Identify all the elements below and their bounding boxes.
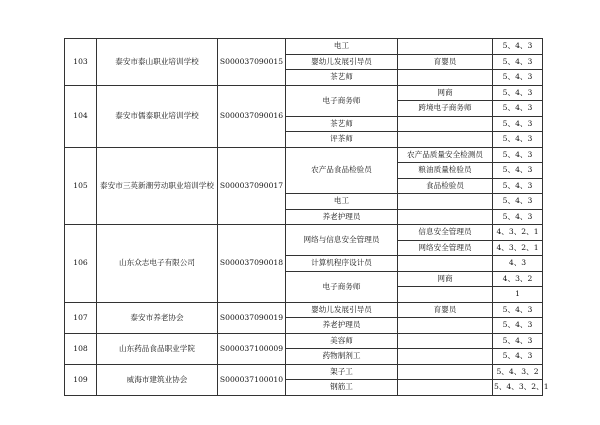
occupation: 计算机程序设计员 [286,256,398,272]
sub-occupation: 育婴员 [398,54,493,70]
skill-level: 5、4、3 [493,54,543,70]
skill-level: 5、4、3 [493,101,543,117]
certification-table [64,38,549,396]
occupation: 电工 [286,194,398,210]
skill-level: 5、4、3 [493,147,543,163]
occupation: 养老护理员 [286,318,398,334]
skill-level: 5、4、3 [493,163,543,179]
sub-occupation [398,116,493,132]
skill-level: 5、4、3 [493,116,543,132]
occupation: 美容师 [286,333,398,349]
table-row [65,147,543,163]
skill-level: 5、4、3 [493,302,543,318]
sub-occupation [398,256,493,272]
sub-occupation [398,194,493,210]
skill-level: 5、4、3 [493,333,543,349]
occupation: 网络与信息安全管理员 [286,225,398,256]
skill-level: 5、4、3 [493,178,543,194]
occupation: 茶艺师 [286,116,398,132]
sub-occupation: 农产品质量安全检测员 [398,147,493,163]
organization-name: 泰安市三英新潮劳动职业培训学校 [97,147,218,225]
skill-level: 1 [493,287,543,303]
sub-occupation: 网络安全管理员 [398,240,493,256]
sub-occupation: 育婴员 [398,302,493,318]
skill-level: 5、4、3 [493,132,543,148]
sub-occupation: 网商 [398,85,493,101]
table-row [65,302,543,318]
row-number: 106 [65,225,97,303]
skill-level: 5、4、3 [493,194,543,210]
organization-code: S000037090015 [218,39,286,86]
occupation: 电工 [286,39,398,55]
sub-occupation [398,39,493,55]
occupation: 药物制剂工 [286,349,398,365]
organization-name: 山东药品食品职业学院 [97,333,218,364]
organization-code: S000037090017 [218,147,286,225]
occupation: 架子工 [286,364,398,380]
occupation: 养老护理员 [286,209,398,225]
occupation: 婴幼儿发展引导员 [286,54,398,70]
sub-occupation [398,209,493,225]
skill-level: 5、4、3、2、1 [493,380,543,396]
sub-occupation [398,364,493,380]
sub-occupation: 网商 [398,271,493,287]
sub-occupation [398,380,493,396]
skill-level: 5、4、3、2 [493,364,543,380]
skill-level: 4、3、2 [493,271,543,287]
occupation: 婴幼儿发展引导员 [286,302,398,318]
organization-code: S000037090016 [218,85,286,147]
occupation: 电子商务师 [286,271,398,302]
sub-occupation [398,287,493,303]
organization-name: 泰安市泰山职业培训学校 [97,39,218,86]
row-number: 107 [65,302,97,333]
occupation: 茶艺师 [286,70,398,86]
sub-occupation: 跨境电子商务师 [398,101,493,117]
table-row [65,333,543,349]
organization-name: 威海市建筑业协会 [97,364,218,395]
row-number: 104 [65,85,97,147]
table-row [65,85,543,101]
skill-level: 5、4、3 [493,318,543,334]
organization-code: S000037090019 [218,302,286,333]
sub-occupation [398,318,493,334]
row-number: 109 [65,364,97,395]
sub-occupation [398,333,493,349]
skill-level: 4、3 [493,256,543,272]
row-number: 108 [65,333,97,364]
sub-occupation [398,132,493,148]
sub-occupation [398,70,493,86]
organization-code: S000037100010 [218,364,286,395]
sub-occupation [398,349,493,365]
organization-name: 泰安市养老协会 [97,302,218,333]
skill-level: 4、3、2、1 [493,240,543,256]
occupation: 评茶师 [286,132,398,148]
occupation: 电子商务师 [286,85,398,116]
table-row [65,39,543,55]
organization-code: S000037100009 [218,333,286,364]
sub-occupation: 食品检验员 [398,178,493,194]
organization-code: S000037090018 [218,225,286,303]
skill-level: 4、3、2、1 [493,225,543,241]
organization-name: 泰安市儒泰职业培训学校 [97,85,218,147]
table-row [65,364,543,380]
skill-level: 5、4、3 [493,85,543,101]
table-row [65,225,543,241]
skill-level: 5、4、3 [493,70,543,86]
sub-occupation: 信息安全管理员 [398,225,493,241]
row-number: 103 [65,39,97,86]
occupation: 钢筋工 [286,380,398,396]
skill-level: 5、4、3 [493,209,543,225]
skill-level: 5、4、3 [493,349,543,365]
occupation: 农产品食品检验员 [286,147,398,194]
sub-occupation: 粮油质量检验员 [398,163,493,179]
skill-level: 5、4、3 [493,39,543,55]
row-number: 105 [65,147,97,225]
organization-name: 山东众志电子有限公司 [97,225,218,303]
